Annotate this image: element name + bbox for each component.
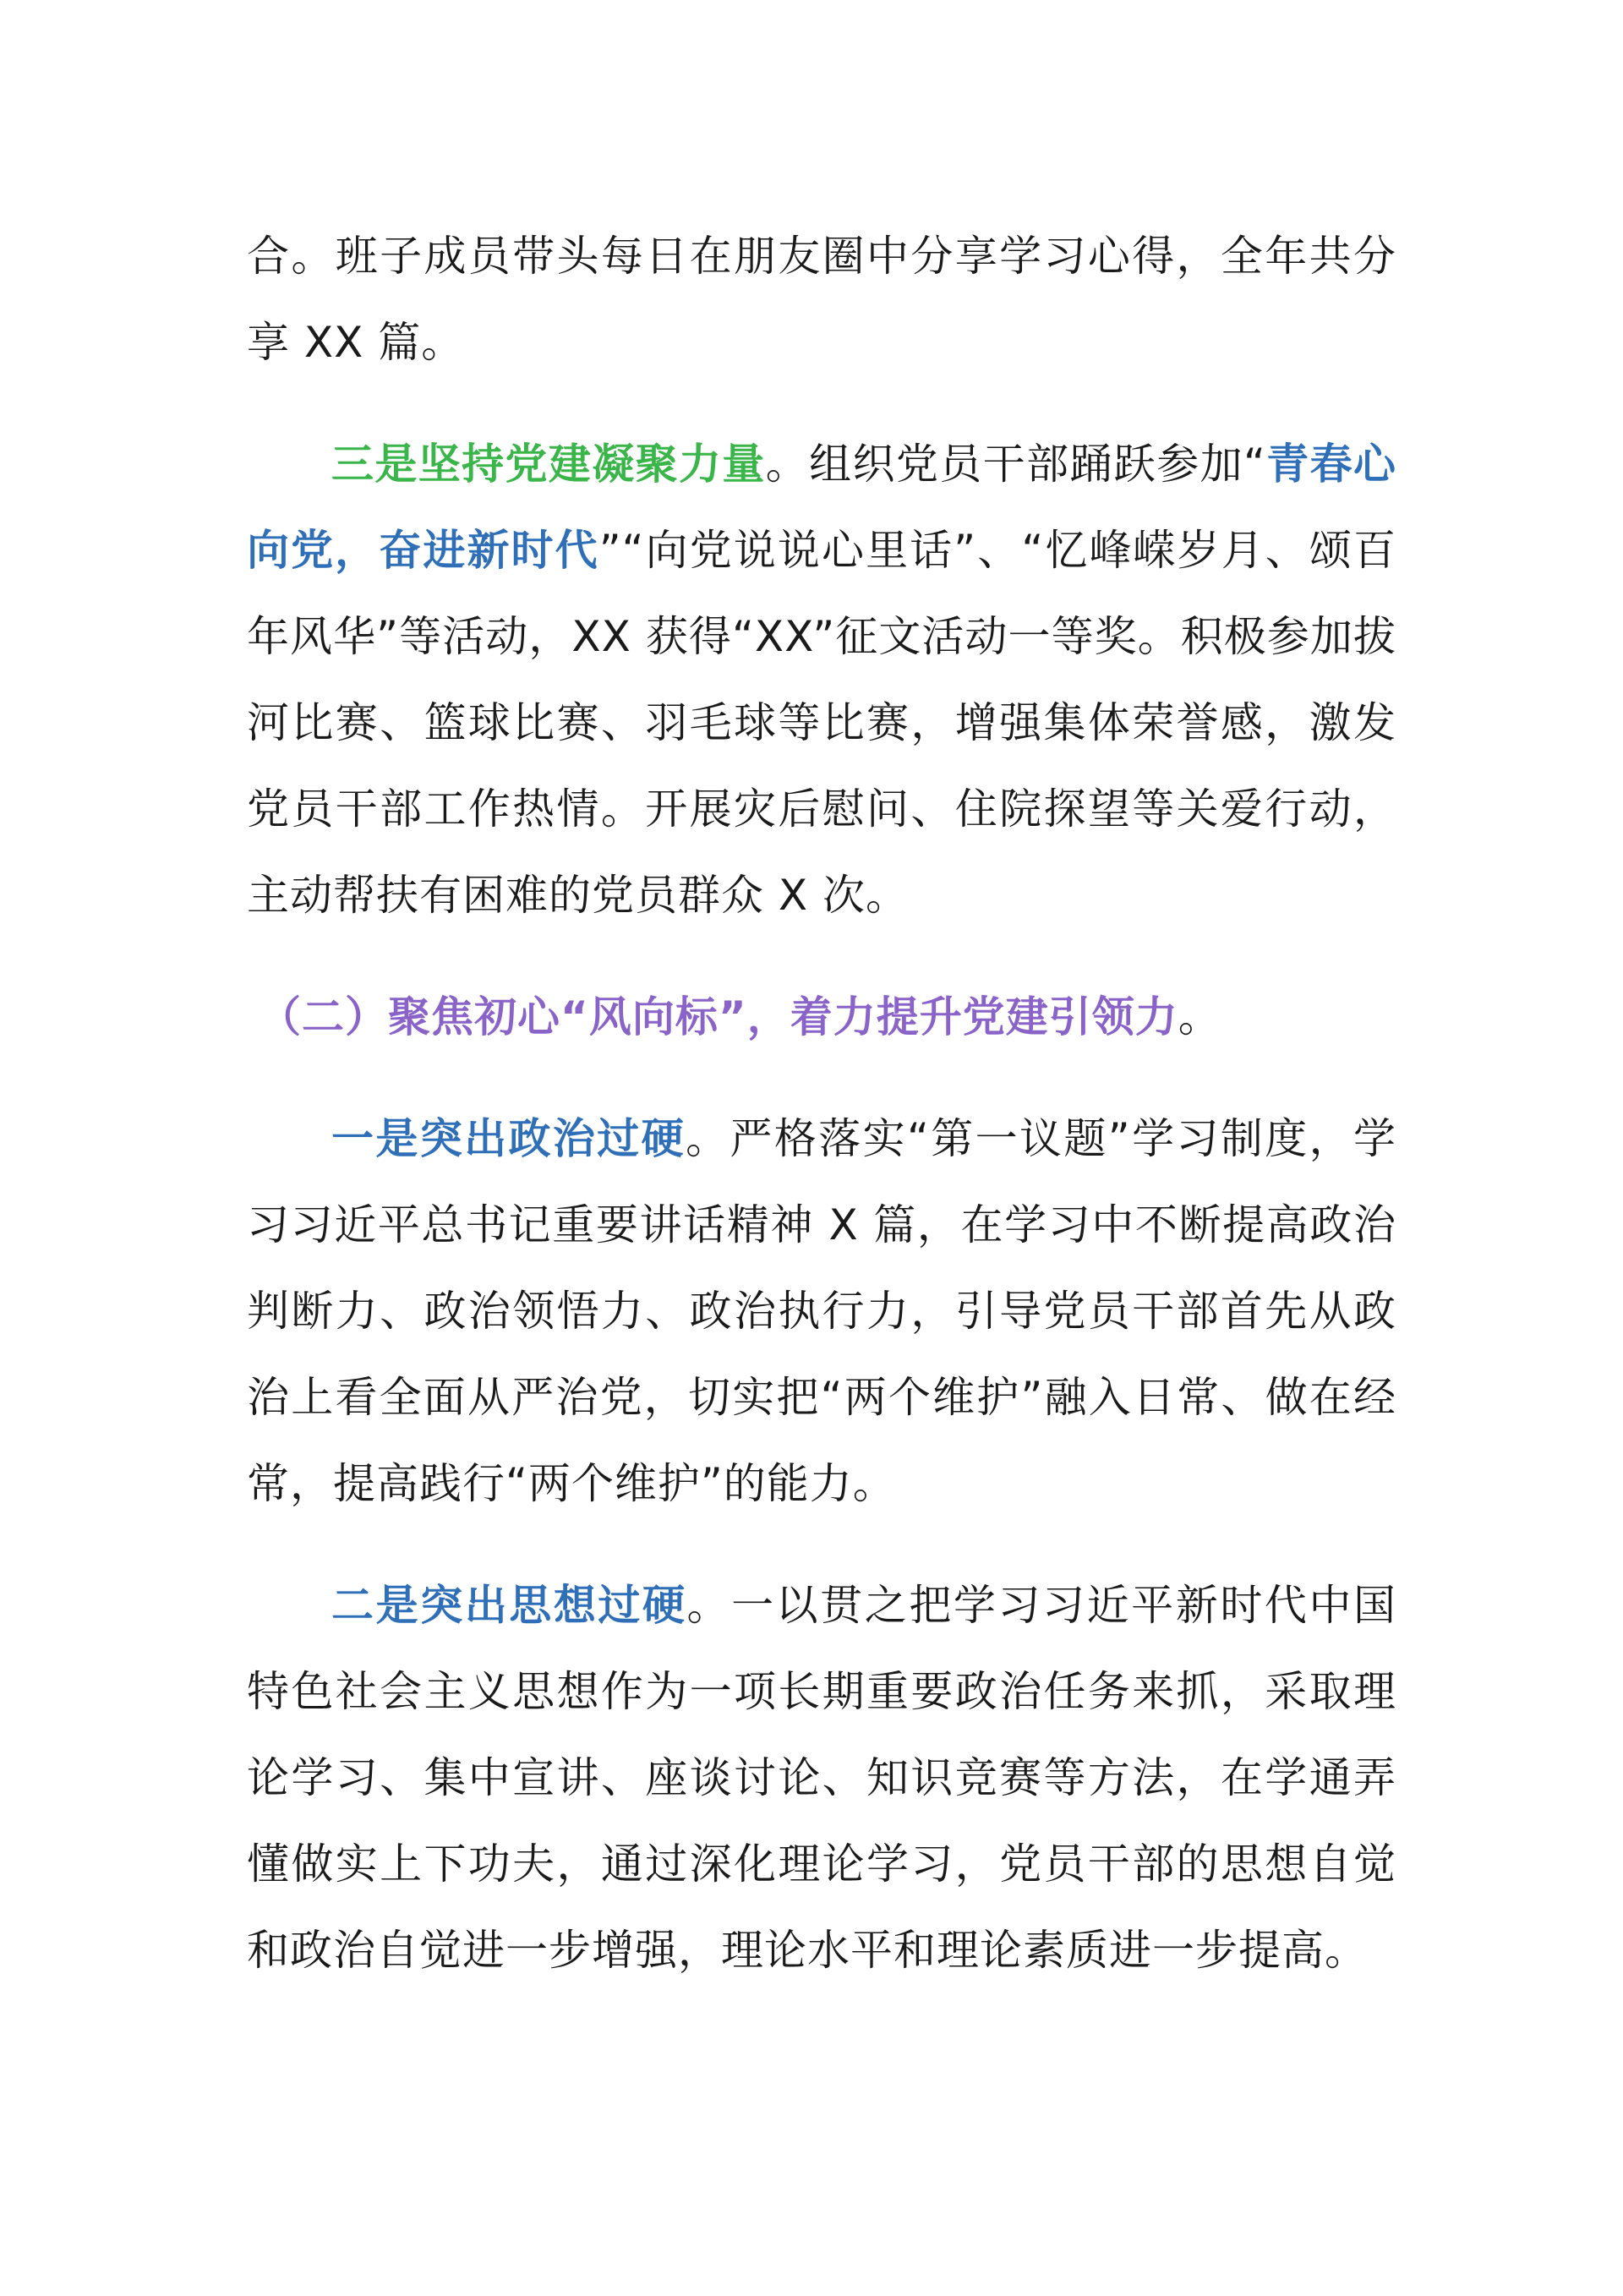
paragraph-gap [247, 938, 1396, 974]
paragraph-text: ”“向党说说心里话”、“忆峰嵘岁月、颂百年风华”等活动，XX 获得“XX”征文活动一等奖。积极参加拔河比赛、篮球比赛、羽毛球等比赛，增强集体荣誉感，激发党员干部工作热情。开展灾后慰问、住院探望等关爱行动，主动帮扶有困难的党员群众 X 次。 [247, 526, 1396, 920]
paragraph-text: 。严格落实“第一议题”学习制度，学习习近平总书记重要讲话精神 X 篇，在学习中不断提高政治判断力、政治领悟力、政治执行力，引导党员干部首先从政治上看全面从严治党，切实把“两个维护”融入日常、做在经常，提高践行“两个维护”的能力。 [247, 1114, 1396, 1508]
paragraph-text: 。组织党员干部踊跃参加“ [765, 440, 1266, 489]
paragraph-gap [247, 1527, 1396, 1562]
paragraph-continued [247, 213, 1396, 385]
paragraph-text: 。一以贯之把学习习近平新时代中国特色社会主义思想作为一项长期重要政治任务来抓，采取理论学习、集中宣讲、座谈讨论、知识竞赛等方法，在学通弄懂做实上下功夫，通过深化理论学习，党员干部的思想自觉和政治自觉进一步增强，理论水平和理论素质进一步提高。 [247, 1581, 1397, 1975]
paragraph-lead-green: 三是坚持党建凝聚力量 [331, 440, 766, 489]
section-heading [247, 974, 1396, 1060]
paragraph-ideological [247, 1562, 1396, 1993]
activity-title-highlight: 青春心向党，奋进新时代 [247, 440, 1397, 575]
document-body [247, 213, 1396, 1993]
paragraph-continued-text: 合。班子成员带头每日在朋友圈中分享学习心得，全年共分享 XX 篇。 [247, 232, 1396, 367]
paragraph-gap [247, 1060, 1396, 1096]
paragraph-political [247, 1096, 1396, 1527]
paragraph-party-building [247, 421, 1396, 938]
paragraph-gap [247, 385, 1396, 421]
section-heading-text: （二）聚焦初心“风向标”，着力提升党建引领力 [259, 992, 1178, 1041]
section-heading-end: 。 [1178, 992, 1221, 1041]
paragraph-lead-blue: 一是突出政治过硬 [331, 1114, 686, 1163]
paragraph-lead-blue: 二是突出思想过硬 [331, 1581, 687, 1630]
